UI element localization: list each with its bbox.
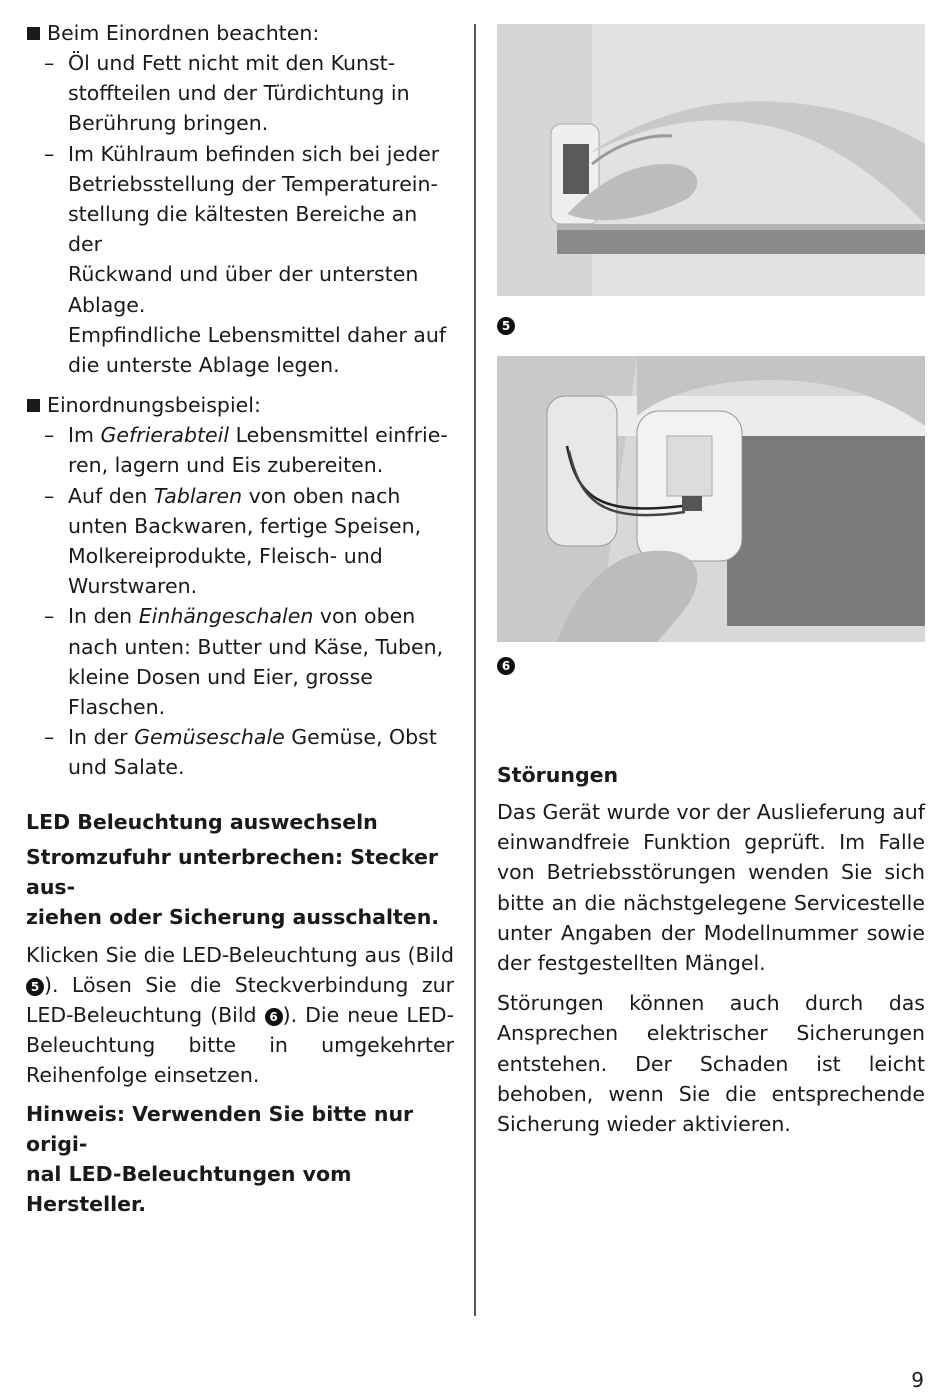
square-bullet-icon — [27, 27, 40, 40]
dash-bullet: – — [44, 483, 55, 508]
list-item: – In den Einhängeschalen von oben nach unten: Butter und Käse, Tuben, kleine Dosen und Eier, grosse Flaschen. — [26, 601, 454, 722]
figure-5-caption — [497, 316, 515, 335]
list-item: – Im Kühlraum befinden sich bei jeder Betriebsstellung der Temperaturein- stellung die kältesten Bereiche an der Rückwand und über der untersten Ablage. Empfindliche Lebensmittel daher auf die unterste Ablage legen. — [26, 139, 454, 381]
dash-bullet: – — [44, 51, 55, 75]
square-bullet-icon — [27, 399, 40, 412]
led-heading: LED Beleuchtung auswechseln — [26, 809, 378, 834]
beispiel-list — [26, 420, 454, 782]
list-item: – Öl und Fett nicht mit den Kunst- stoffteilen und der Türdichtung in Berührung bringen. — [26, 48, 454, 139]
led-note: Hinweis: Verwenden Sie bitte nur origi- nal LED-Beleuchtungen vom Hersteller. — [26, 1101, 414, 1216]
figure-6-photo — [497, 356, 925, 642]
figure-ref-6: 6 — [265, 1008, 283, 1026]
stoerungen-section — [497, 760, 925, 1139]
bullet-heading-einordnen: Beim Einordnen beachten: — [26, 18, 454, 48]
figure-ref-5: 5 — [26, 978, 44, 996]
led-instructions: Klicken Sie die LED-Beleuchtung aus (Bild 5 ). Lösen Sie die Steckverbindung zur LED-Beleuchtung (Bild 6 ). Die neue LED-Beleuchtung bitte in umgekehrter Reihenfolge einsetzen. — [26, 942, 454, 1088]
led-subheading: Stromzufuhr unterbrechen: Stecker aus- ziehen oder Sicherung ausschalten. — [26, 844, 440, 929]
left-column — [26, 18, 454, 1219]
stoerungen-paragraph-1: Das Gerät wurde vor der Auslieferung auf einwandfreie Funktion geprüft. Im Falle von Betriebsstörungen wenden Sie sich bitte an die nächstgelegene Servicestelle unter Angaben der Modellnummer sowie der festgestellten Mängel. — [497, 800, 925, 976]
figure-5-photo — [497, 24, 925, 296]
dash-bullet: – — [44, 604, 55, 629]
einordnen-list — [26, 48, 454, 380]
list-item: – Im Gefrierabteil Lebensmittel einfrie- ren, lagern und Eis zubereiten. — [26, 420, 454, 480]
dash-bullet: – — [44, 141, 55, 166]
list-item: – In der Gemüseschale Gemüse, Obst und Salate. — [26, 722, 454, 782]
stoerungen-heading: Störungen — [497, 763, 619, 787]
column-divider — [474, 24, 476, 1316]
figure-6-caption — [497, 656, 515, 675]
figure-number-5: 5 — [497, 317, 515, 335]
bullet-heading-beispiel: Einordnungsbeispiel: — [26, 390, 454, 420]
list-item: – Auf den Tablaren von oben nach unten Backwaren, fertige Speisen, Molkereiprodukte, Fleisch- und Wurstwaren. — [26, 481, 454, 602]
page-number: 9 — [911, 1368, 924, 1392]
dash-bullet: – — [44, 423, 55, 448]
figure-number-6: 6 — [497, 657, 515, 675]
stoerungen-paragraph-2: Störungen können auch durch das Ansprechen elektrischer Sicherungen entstehen. Der Schaden ist leicht behoben, wenn Sie die entsprechende Sicherung wieder aktivieren. — [497, 991, 925, 1137]
dash-bullet: – — [44, 725, 55, 750]
